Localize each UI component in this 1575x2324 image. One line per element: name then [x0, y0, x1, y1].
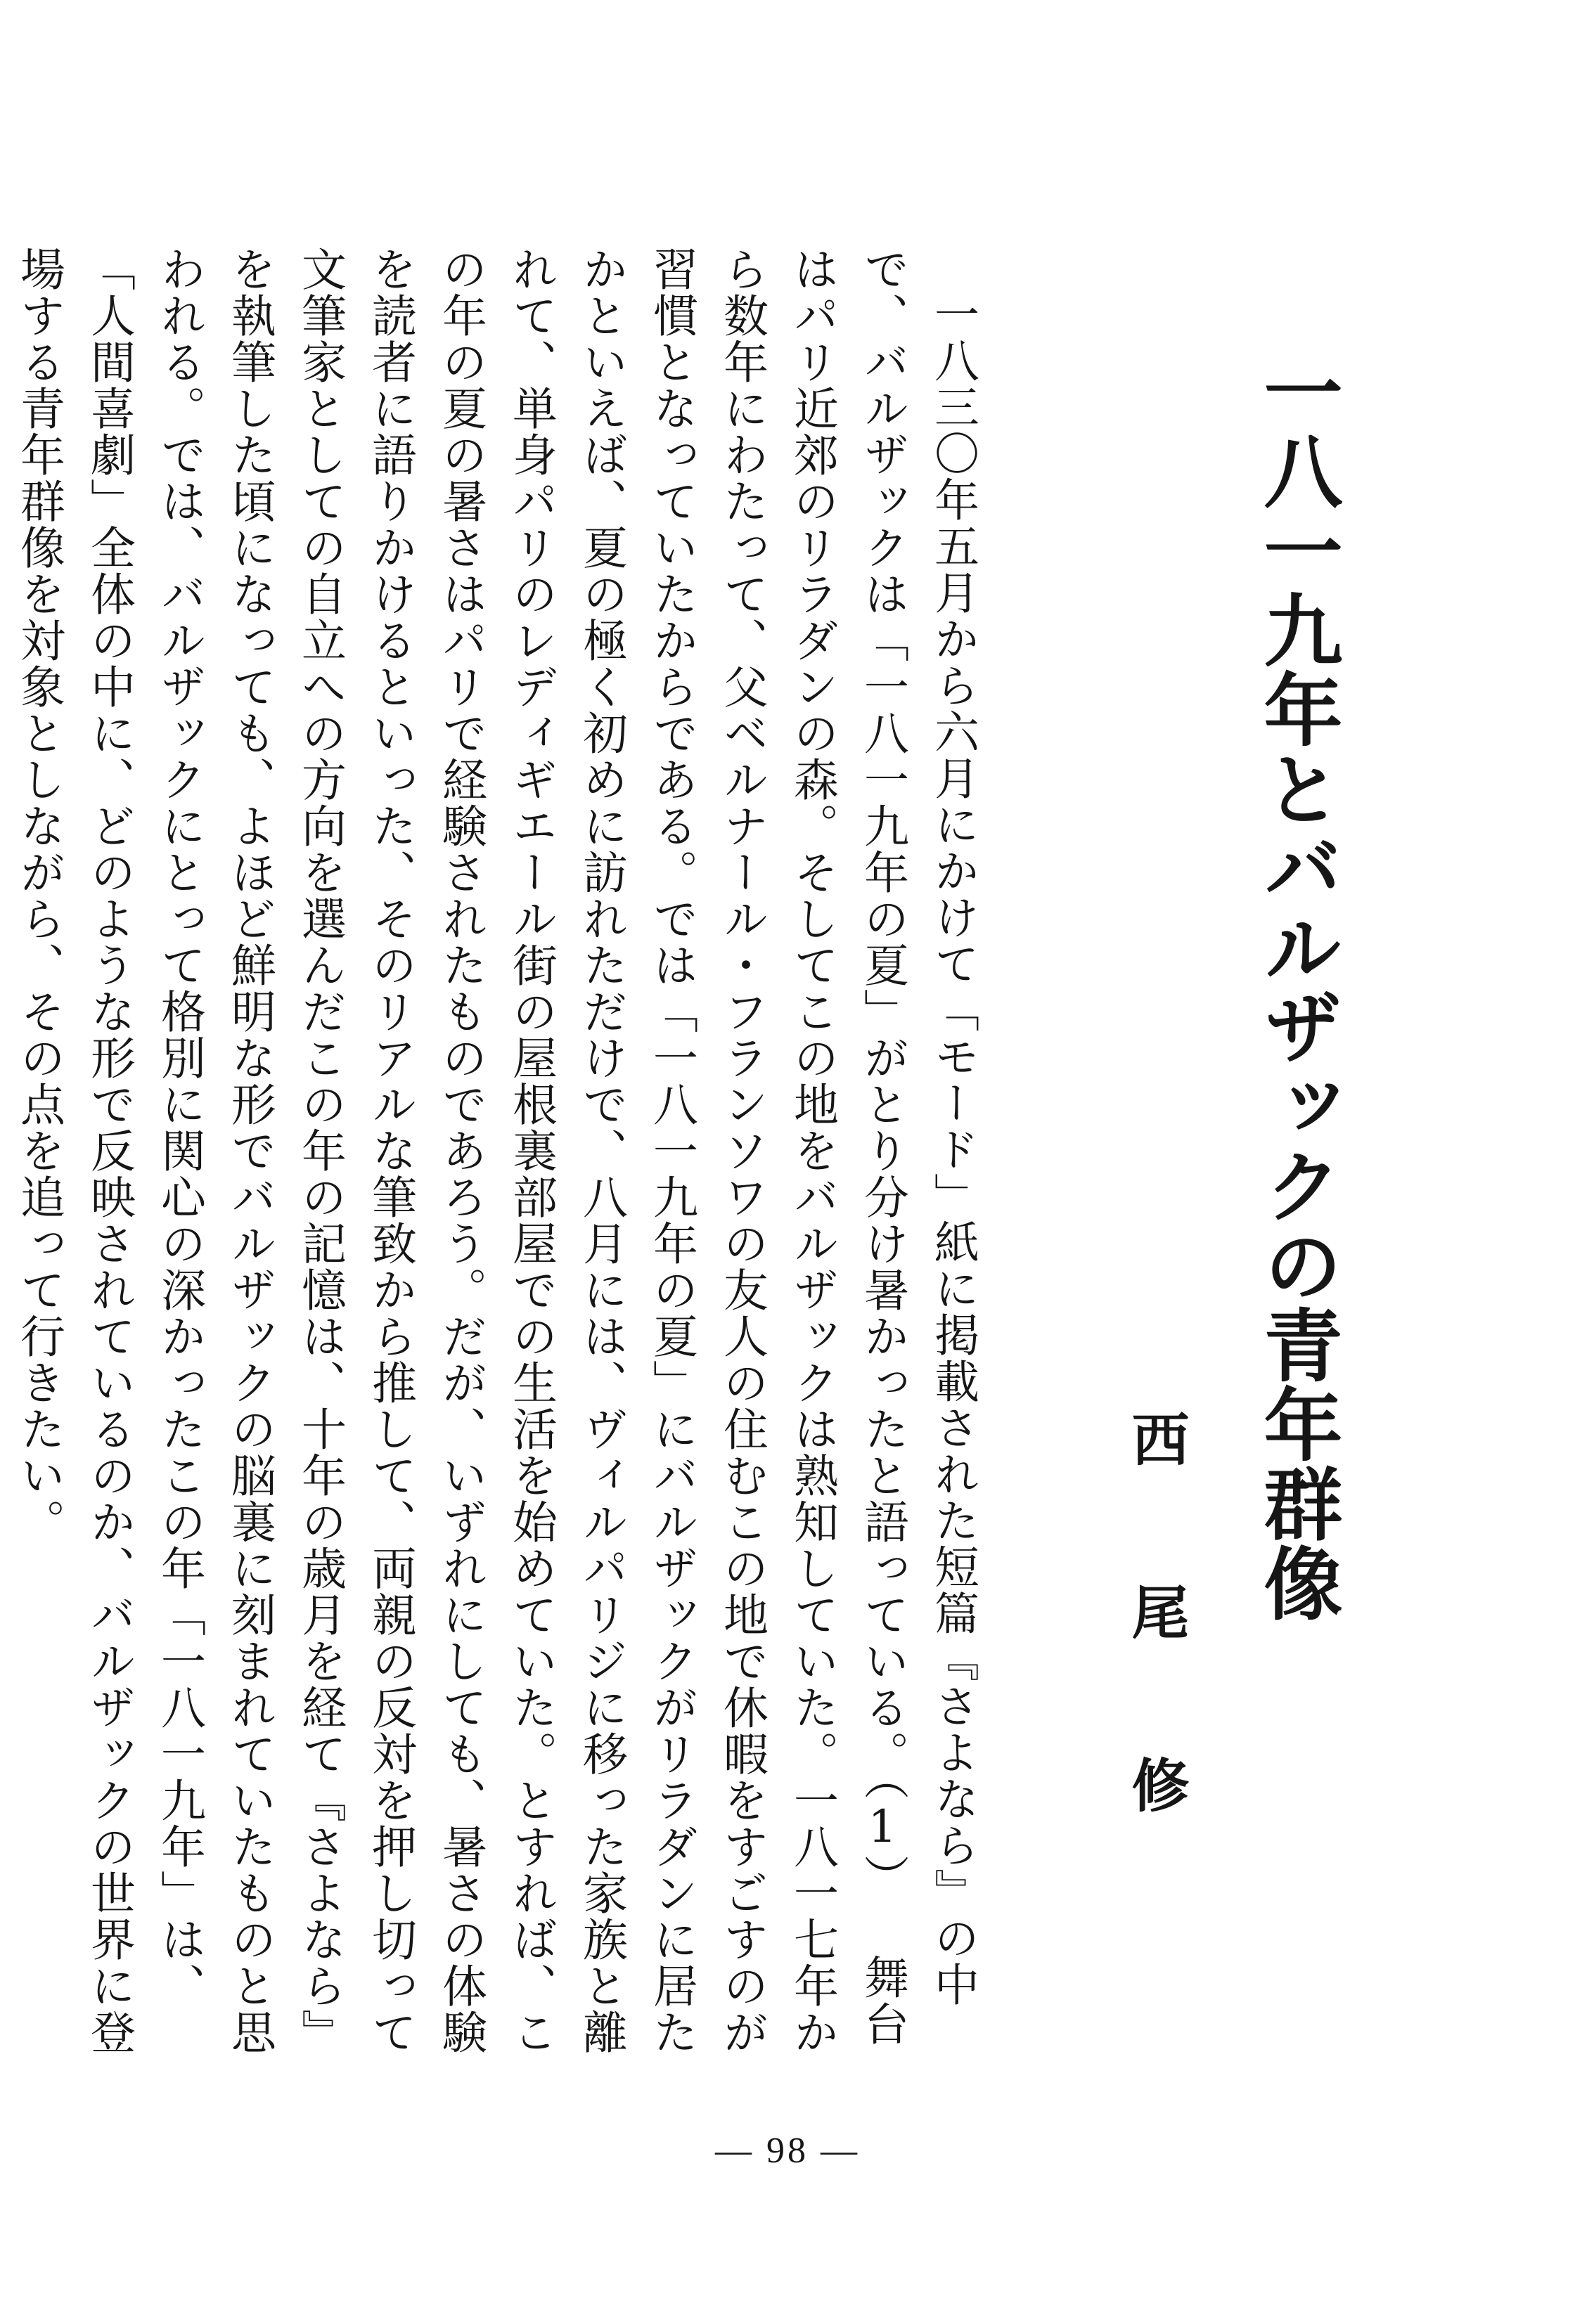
article-title: 一八一九年とバルザックの青年群像 [1251, 351, 1343, 1622]
page-number: — 98 — [715, 2131, 860, 2171]
article-body [0, 246, 988, 2074]
author-name: 西 尾 修 [1122, 1409, 1190, 1813]
body-paragraph-1: 一八三〇年五月から六月にかけて「モード」紙に掲載された短篇『さよなら』の中で、バルザックは「一八一九年の夏」がとり分け暑かったと語っている。（1） 舞台はパリ近郊のリラダンの森。そしてこの地をバルザックは熟知していた。一八一七年から数年にわたって、父ベルナール・フランソワの友人の住むこの地で休暇をすごすのが習慣となっていたからである。では「一八一九年の夏」にバルザックがリラダンに居たかといえば、夏の極く初めに訪れただけで、八月には、ヴィルパリジに移った家族と離れて、単身パリのレディギエール街の屋根裏部屋での生活を始めていた。とすれば、この年の夏の暑さはパリで経験されたものであろう。だが、いずれにしても、暑さの体験を読者に語りかけるといった、そのリアルな筆致から推して、両親の反対を押し切って文筆家としての自立への方向を選んだこの年の記憶は、十年の歳月を経て『さよなら』を執筆した頃になっても、よほど鮮明な形でバルザックの脳裏に刻まれていたものと思われる。では、バルザックにとって格別に関心の深かったこの年「一八一九年」は、「人間喜劇」全体の中に、どのような形で反映されているのか、バルザックの世界に登場する青年群像を対象としながら、その点を追って行きたい。 [13, 246, 979, 2055]
body-paragraph-2 [0, 246, 4, 2074]
